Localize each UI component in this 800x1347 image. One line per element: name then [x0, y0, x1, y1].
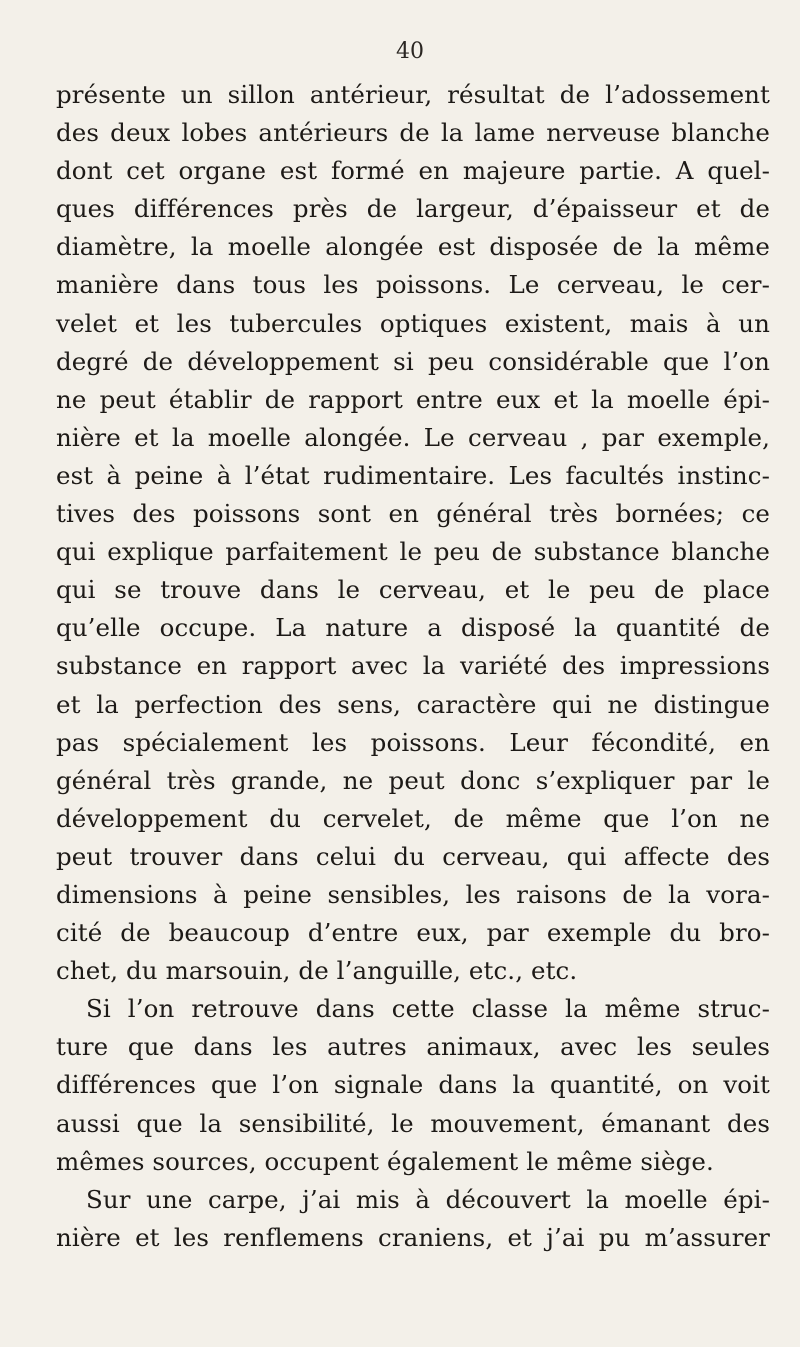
text-line: diamètre, la moelle alongée est disposée de la même — [56, 232, 770, 262]
paragraph-2 — [56, 990, 770, 1180]
text-line: aussi que la sensibilité, le mouvement, émanant des — [56, 1108, 770, 1138]
text-line: ne peut établir de rapport entre eux et la moelle épi- — [56, 384, 770, 414]
text-line: est à peine à l’état rudimentaire. Les facultés instinc- — [56, 460, 770, 490]
text-line: des deux lobes antérieurs de la lame nerveuse blanche — [56, 118, 770, 148]
text-line: développement du cervelet, de même que l’on ne — [56, 803, 770, 833]
text-line: substance en rapport avec la variété des impressions — [56, 651, 770, 681]
text-line: dimensions à peine sensibles, les raisons de la vora- — [56, 879, 770, 909]
text-line: cité de beaucoup d’entre eux, par exemple du bro- — [56, 918, 770, 948]
text-line: velet et les tubercules optiques existent, mais à un — [56, 308, 770, 338]
text-line: Sur une carpe, j’ai mis à découvert la moelle épi- — [86, 1184, 770, 1214]
text-line: qui se trouve dans le cerveau, et le peu de place — [56, 575, 770, 605]
text-line: manière dans tous les poissons. Le cerveau, le cer- — [56, 270, 770, 300]
text-line: nière et la moelle alongée. Le cerveau , par exemple, — [56, 422, 770, 452]
text-line: nière et les renflemens craniens, et j’ai pu m’assurer — [56, 1222, 770, 1252]
text-line: présente un sillon antérieur, résultat de l’adossement — [56, 80, 770, 109]
text-line: degré de développement si peu considérable que l’on — [56, 346, 770, 376]
text-line: et la perfection des sens, caractère qui ne distingue — [56, 689, 770, 719]
paragraph-1 — [56, 76, 770, 990]
body-text — [56, 76, 770, 1257]
text-line: dont cet organe est formé en majeure partie. A quel- — [56, 156, 770, 186]
page-number: 40 — [396, 39, 424, 64]
text-line: qui explique parfaitement le peu de substance blanche — [56, 537, 770, 567]
text-line: peut trouver dans celui du cerveau, qui affecte des — [56, 841, 770, 871]
text-line: mêmes sources, occupent également le même siège. — [56, 1146, 714, 1176]
paragraph-3 — [56, 1181, 770, 1257]
text-line: ques différences près de largeur, d’épaisseur et de — [56, 194, 770, 224]
text-line: qu’elle occupe. La nature a disposé la quantité de — [56, 613, 770, 643]
text-line: pas spécialement les poissons. Leur fécondité, en — [56, 727, 770, 757]
text-line: général très grande, ne peut donc s’expliquer par le — [56, 765, 770, 795]
text-line: chet, du marsouin, de l’anguille, etc., etc. — [56, 956, 578, 986]
text-line: tives des poissons sont en général très bornées; ce — [56, 499, 770, 529]
text-line: ture que dans les autres animaux, avec les seules — [56, 1032, 770, 1062]
text-line: différences que l’on signale dans la quantité, on voit — [56, 1070, 770, 1100]
text-line: Si l’on retrouve dans cette classe la même struc- — [86, 994, 770, 1024]
